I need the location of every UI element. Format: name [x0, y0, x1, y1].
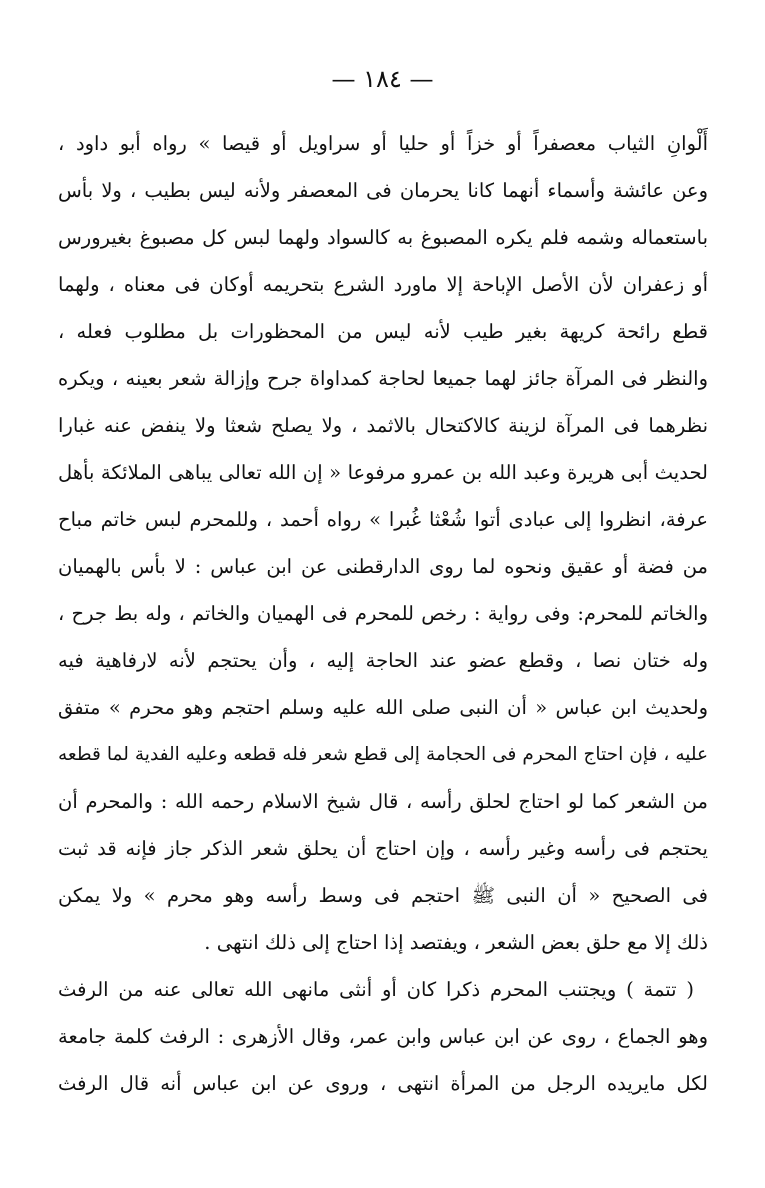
- text-line: فى الصحيح « أن النبى ﷺ احتجم فى وسط رأسه وهو محرم » ولا يمكن: [58, 884, 708, 907]
- text-line: عرفة، انظروا إلى عبادى أتوا شُعْثا غُبرا » رواه أحمد ، وللمحرم لبس خاتم مباح: [58, 508, 708, 531]
- text-line: عليه ، فإن احتاج المحرم فى الحجامة إلى قطع شعر فله قطعه وعليه الفدية لما قطعه: [58, 744, 708, 765]
- text-line-section-start: ( تتمة ) ويجتنب المحرم ذكرا كان أو أنثى مانهى الله تعالى عنه من الرفث: [58, 978, 694, 1001]
- text-line: ولحديث ابن عباس « أن النبى صلى الله عليه وسلم احتجم وهو محرم » متفق: [58, 696, 708, 719]
- page-number: — ١٨٤ —: [331, 65, 434, 93]
- text-line: قطع رائحة كريهة بغير طيب لأنه ليس من المحظورات بل مطلوب فعله ،: [58, 320, 708, 343]
- text-line: ذلك إلا مع حلق بعض الشعر ، ويفتصد إذا احتاج إلى ذلك انتهى .: [204, 931, 708, 954]
- text-line: من الشعر كما لو احتاج لحلق رأسه ، قال شيخ الاسلام رحمه الله : والمحرم أن: [58, 790, 708, 813]
- text-line: لكل مايريده الرجل من المرأة انتهى ، وروى عن ابن عباس أنه قال الرفث: [58, 1072, 708, 1095]
- text-line: يحتجم فى رأسه وغير رأسه ، وإن احتاج أن يحلق شعر الذكر جاز فإنه قد ثبت: [58, 837, 708, 860]
- text-line: والنظر فى المرآة جائز لهما جميعا لحاجة كمداواة جرح وإزالة شعر بعينه ، ويكره: [58, 367, 708, 390]
- text-line: لحديث أبى هريرة وعبد الله بن عمرو مرفوعا « إن الله تعالى يباهى الملائكة بأهل: [58, 461, 708, 484]
- text-line: وله ختان نصا ، وقطع عضو عند الحاجة إليه ، وأن يحتجم لأنه لارفاهية فيه: [58, 649, 708, 672]
- text-line: أو زعفران لأن الأصل الإباحة إلا ماورد الشرع بتحريمه أوكان فى معناه ، ولهما: [58, 273, 708, 296]
- text-line: وهو الجماع ، روى عن ابن عباس وابن عمر، وقال الأزهرى : الرفث كلمة جامعة: [58, 1025, 708, 1048]
- text-line: أَلْوانِ الثياب معصفراً أو خزاً أو حليا أو سراويل أو قيصا » رواه أبو داود ،: [58, 132, 708, 155]
- text-line: والخاتم للمحرم: وفى رواية : رخص للمحرم فى الهميان والخاتم ، وله بط جرح ،: [58, 602, 708, 625]
- text-line: من فضة أو عقيق ونحوه لما روى الدارقطنى عن ابن عباس : لا بأس بالهميان: [58, 555, 708, 578]
- text-line: باستعماله وشمه فلم يكره المصبوغ به كالسواد ولهما لبس كل مصبوغ بغيرورس: [58, 226, 708, 249]
- arabic-text-body: [58, 120, 708, 1107]
- text-line: نظرهما فى المرآة لزينة كالاكتحال بالاثمد ، ولا يصلح شعثا ولا ينفض عنه غبارا: [58, 414, 708, 437]
- text-line: وعن عائشة وأسماء أنهما كانا يحرمان فى المعصفر ولأنه ليس بطيب ، ولا بأس: [58, 179, 708, 202]
